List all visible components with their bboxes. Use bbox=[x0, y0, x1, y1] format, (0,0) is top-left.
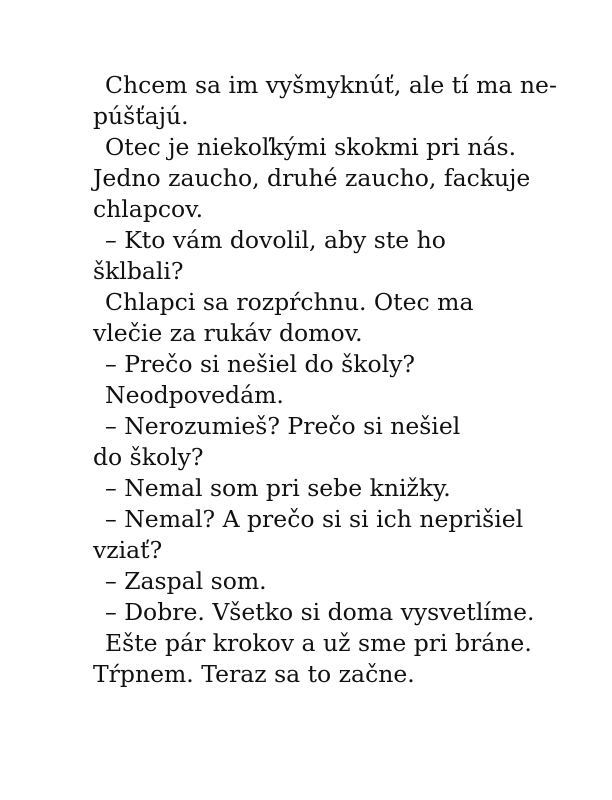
text-line: Chcem sa im vyšmyknúť, ale tí ma ne- bbox=[105, 71, 557, 99]
text-line: púšťajú. bbox=[93, 102, 189, 130]
text-line: – Prečo si nešiel do školy? bbox=[105, 350, 416, 378]
text-line: vlečie za rukáv domov. bbox=[93, 319, 363, 347]
text-line: – Kto vám dovolil, aby ste ho bbox=[105, 226, 446, 254]
text-line: Tŕpnem. Teraz sa to začne. bbox=[93, 660, 415, 688]
text-line: – Nemal som pri sebe knižky. bbox=[105, 474, 451, 502]
text-line: šklbali? bbox=[93, 257, 184, 285]
text-line: – Dobre. Všetko si doma vysvetlíme. bbox=[105, 598, 535, 626]
text-line: Jedno zaucho, druhé zaucho, fackuje bbox=[93, 164, 531, 192]
text-line: – Nemal? A prečo si si ich neprišiel bbox=[105, 505, 524, 533]
text-line: Ešte pár krokov a už sme pri bráne. bbox=[105, 629, 532, 657]
text-line: – Zaspal som. bbox=[105, 567, 267, 595]
text-line: do školy? bbox=[93, 443, 204, 471]
text-line: Neodpovedám. bbox=[105, 381, 284, 409]
text-line: vziať? bbox=[93, 536, 163, 564]
text-line: Otec je niekoľkými skokmi pri nás. bbox=[105, 133, 517, 161]
text-line: Chlapci sa rozpŕchnu. Otec ma bbox=[105, 288, 474, 316]
body-text bbox=[93, 70, 563, 690]
text-line: chlapcov. bbox=[93, 195, 204, 223]
text-line: – Nerozumieš? Prečo si nešiel bbox=[105, 412, 461, 440]
